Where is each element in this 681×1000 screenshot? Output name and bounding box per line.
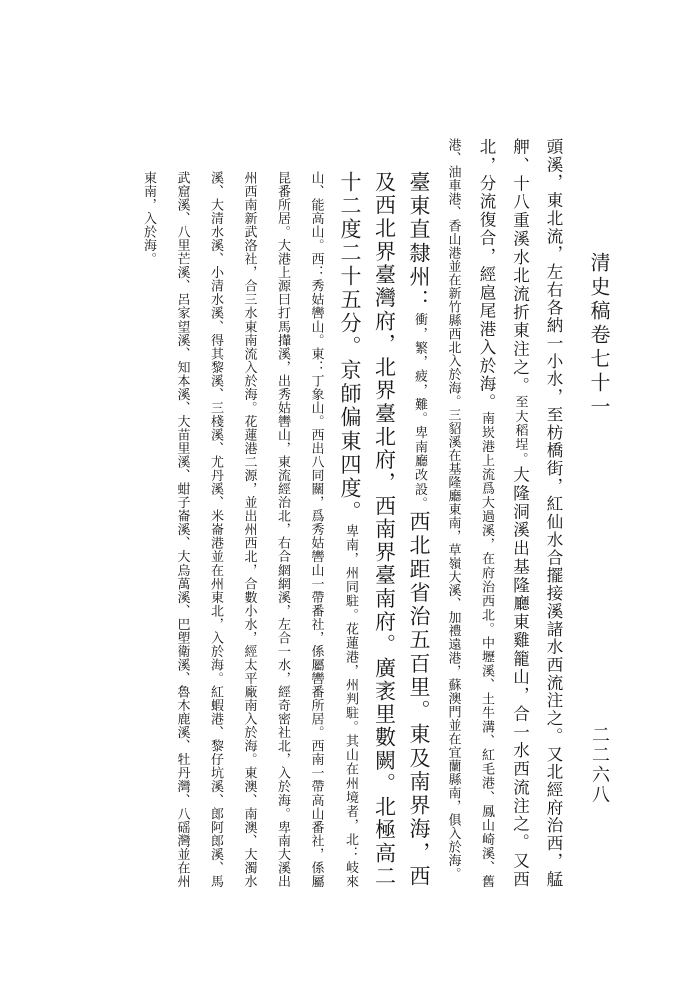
inline-annotation: 卑南，州同駐。花蓮港，州判駐。其山在州境者，北：岐來山、能高山。西：秀姑轡山。東：丁象山。西出八同關，爲秀姑轡山一帶番社，係屬轡番所居。西南一帶高山番社，係屬昆番所居。大港上源曰打馬攆溪，出秀姑轡山，東流經治北，右合網網溪，左合一水，經奇密社北，入於海。卑南大溪出州西南新武洛社，合三水東南流入於海。花蓮港二源，並出州西北，合數小水，經太平廠南入於海。東澳、南澳、大濁水溪、大清水溪、小清水溪、得其黎溪、三棧溪、尤丹溪、米崙港並在州東北，入於海。紅蝦港、黎仔坑溪、郎阿郎溪、馬武窟溪、八里芒溪、呂家望溪、知本溪、大苗里溪、蚶子崙溪、大烏萬溪、巴塱衛溪、魯木鹿溪、牡丹灣、八磘灣並在州東南，入於海。 <box>141 171 358 889</box>
paragraph-taipei-rivers <box>436 138 570 888</box>
inline-annotation: 至大稻埕。 <box>512 395 528 467</box>
paragraph-taitung-prefecture <box>132 138 437 888</box>
inline-annotation: 南崁港上流爲大過溪，在府治西北。中壢溪、土牛溝、紅毛港、鳳山崎溪、舊港、油車港、香山港並在新竹縣西北入於海。三貂溪在基隆廳東南，草嶺大溪、加禮遠港，蘇澳門並在宜蘭縣南，俱入於海。 <box>445 138 494 888</box>
inline-annotation: 衝，繁，疲，難。卑南廳改設。 <box>412 312 427 511</box>
page-number: 二二六八 <box>589 725 610 805</box>
main-text-block <box>132 138 571 888</box>
main-text-segment: 頭溪，東北流，左右各納一小水，至枋橋街，紅仙水合擺接溪諸水西流注之。又北經府治西，艋舺、十八重溪水北流折東注之。 <box>510 138 563 888</box>
running-header-title: 清史稿卷七十一 <box>587 252 611 420</box>
main-text-segment: 西北距省治五百里。東及南界海，西及西北界臺灣府，北界臺北府，西南界臺南府。廣袤里數闕。北極高二十二度二十五分。京師偏東四度。 <box>338 171 431 889</box>
section-heading: 臺東直隸州： <box>407 171 431 313</box>
main-text-segment: 大隆洞溪出基隆廳東雞籠山，合一水西流注之。又西北，分流復合，經扈尾港入於海。 <box>477 138 530 888</box>
